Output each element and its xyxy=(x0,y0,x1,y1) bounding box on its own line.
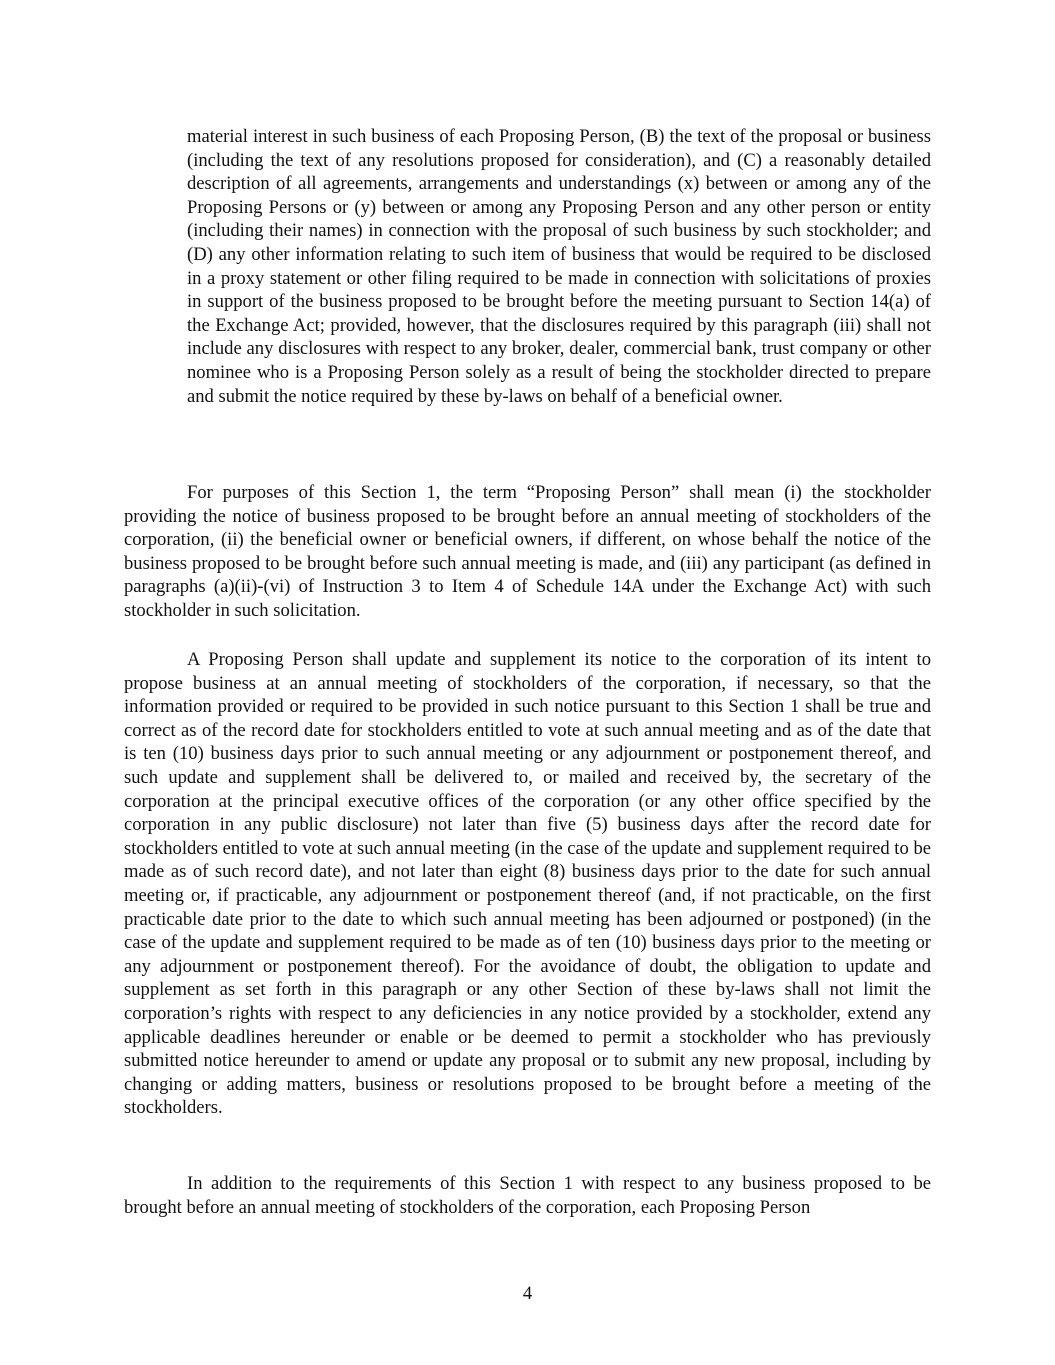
page-number: 4 xyxy=(522,1283,533,1304)
paragraph-continuation: material interest in such business of each Proposing Person, (B) the text of the proposal or business (including the text of any resolutions proposed for consideration), and (C) a reasonably detailed description of all agreements, arrangements and understandings (x) between or among any of the Proposing Persons or (y) between or among any Proposing Person and any other person or entity (including their names) in connection with the proposal of such business by such stockholder; and (D) any other information relating to such item of business that would be required to be disclosed in a proxy statement or other filing required to be made in connection with solicitations of proxies in support of the business proposed to be brought before the meeting pursuant to Section 14(a) of the Exchange Act; provided, however, that the disclosures required by this paragraph (iii) shall not include any disclosures with respect to any broker, dealer, commercial bank, trust company or other nominee who is a Proposing Person solely as a result of being the stockholder directed to prepare and submit the notice required by these by-laws on behalf of a beneficial owner. xyxy=(187,126,931,407)
paragraph-proposing-person-definition: For purposes of this Section 1, the term “Proposing Person” shall mean (i) the stockholder providing the notice of business proposed to be brought before an annual meeting of stockholders of the corporation, (ii) the beneficial owner or beneficial owners, if different, on whose behalf the notice of the business proposed to be brought before such annual meeting is made, and (iii) any participant (as defined in paragraphs (a)(ii)-(vi) of Instruction 3 to Item 4 of Schedule 14A under the Exchange Act) with such stockholder in such solicitation. xyxy=(124,482,931,621)
paragraph-update-and-supplement: A Proposing Person shall update and supplement its notice to the corporation of its intent to propose business at an annual meeting of stockholders of the corporation, if necessary, so that the information provided or required to be provided in such notice pursuant to this Section 1 shall be true and correct as of the record date for stockholders entitled to vote at such annual meeting and as of the date that is ten (10) business days prior to such annual meeting or any adjournment or postponement thereof, and such update and supplement shall be delivered to, or mailed and received by, the secretary of the corporation at the principal executive offices of the corporation (or any other office specified by the corporation in any public disclosure) not later than five (5) business days after the record date for stockholders entitled to vote at such annual meeting (in the case of the update and supplement required to be made as of such record date), and not later than eight (8) business days prior to the date for such annual meeting or, if practicable, any adjournment or postponement thereof (and, if not practicable, on the first practicable date prior to the date to which such annual meeting has been adjourned or postponed) (in the case of the update and supplement required to be made as of ten (10) business days prior to the meeting or any adjournment or postponement thereof). For the avoidance of doubt, the obligation to update and supplement as set forth in this paragraph or any other Section of these by-laws shall not limit the corporation’s rights with respect to any deficiencies in any notice provided by a stockholder, extend any applicable deadlines hereunder or enable or be deemed to permit a stockholder who has previously submitted notice hereunder to amend or update any proposal or to submit any new proposal, including by changing or adding matters, business or resolutions proposed to be brought before a meeting of the stockholders. xyxy=(124,649,931,1119)
paragraph-additional-requirements: In addition to the requirements of this Section 1 with respect to any business proposed to be brought before an annual meeting of stockholders of the corporation, each Proposing Person xyxy=(124,1173,931,1218)
